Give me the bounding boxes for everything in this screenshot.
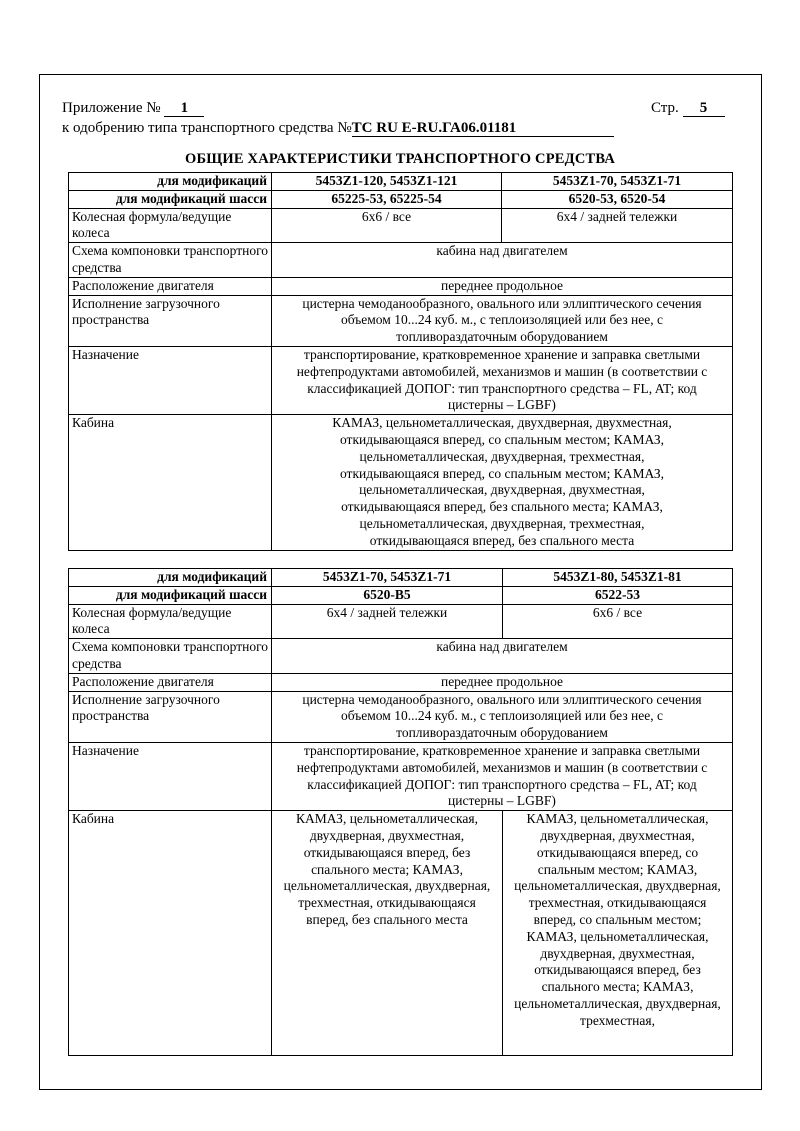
table-row (69, 295, 733, 346)
appendix-number: 1 (164, 101, 204, 117)
cabin-label: Кабина (69, 415, 272, 550)
layout-scheme-label: Схема компоновки транспортного средства (69, 639, 272, 674)
cargo-space-cell: цистерна чемоданообразного, овального или эллиптического сечения объемом 10...24 куб. м., с теплоизоляцией или без нее, с топливораздаточным оборудованием (272, 691, 733, 742)
chassis-label: для модификаций шасси (69, 586, 272, 604)
appendix-line (62, 100, 204, 117)
cargo-space-label: Исполнение загрузочного пространства (69, 691, 272, 742)
engine-location-label: Расположение двигателя (69, 673, 272, 691)
approval-number: ТС RU E-RU.ГА06.01181 (352, 121, 614, 137)
chassis-cell: 6522-53 (503, 586, 733, 604)
engine-location-cell: переднее продольное (272, 673, 733, 691)
layout-scheme-label: Схема компоновки транспортного средства (69, 243, 272, 278)
page-label: Стр. (651, 100, 679, 116)
table-row (69, 243, 733, 278)
purpose-label: Назначение (69, 346, 272, 414)
chassis-cell: 65225-53, 65225-54 (272, 190, 502, 208)
table-row (69, 208, 733, 243)
table-row (69, 346, 733, 414)
table-row (69, 173, 733, 191)
wheel-formula-cell: 6x6 / все (503, 604, 733, 639)
approval-label: к одобрению типа транспортного средства № (62, 120, 352, 136)
document-title: ОБЩИЕ ХАРАКТЕРИСТИКИ ТРАНСПОРТНОГО СРЕДСТВА (184, 151, 616, 167)
appendix-label: Приложение № (62, 100, 161, 116)
table-row (69, 673, 733, 691)
modification-cell: 5453Z1-120, 5453Z1-121 (272, 173, 502, 191)
table-row (69, 569, 733, 587)
chassis-cell: 6520-В5 (272, 586, 503, 604)
table-row (69, 586, 733, 604)
characteristics-table-2 (68, 568, 733, 1056)
characteristics-table-1 (68, 172, 733, 551)
wheel-formula-cell: 6x4 / задней тележки (272, 604, 503, 639)
table-row (69, 691, 733, 742)
cabin-cell: КАМАЗ, цельнометаллическая, двухдверная, двухместная, откидывающаяся вперед, без спального места; КАМАЗ, цельнометаллическая, двухдверная, трехместная, откидывающаяся вперед, без спального места (272, 811, 503, 1056)
wheel-formula-cell: 6x4 / задней тележки (502, 208, 733, 243)
modification-cell: 5453Z1-70, 5453Z1-71 (502, 173, 733, 191)
modification-cell: 5453Z1-70, 5453Z1-71 (272, 569, 503, 587)
table-row (69, 742, 733, 810)
wheel-formula-label: Колесная формула/ведущие колеса (69, 208, 272, 243)
wheel-formula-label: Колесная формула/ведущие колеса (69, 604, 272, 639)
cabin-cell: КАМАЗ, цельнометаллическая, двухдверная, двухместная, откидывающаяся вперед, со спальным местом; КАМАЗ, цельнометаллическая, двухдверная, трехместная, откидывающаяся вперед, со спальным местом; КАМАЗ, цельнометаллическая, двухдверная, двухместная, откидывающаяся вперед, без спального места; КАМАЗ, цельнометаллическая, двухдверная, трехместная, (503, 811, 733, 1056)
approval-line (62, 120, 614, 137)
modification-cell: 5453Z1-80, 5453Z1-81 (503, 569, 733, 587)
table-row (69, 604, 733, 639)
engine-location-cell: переднее продольное (272, 277, 733, 295)
cabin-label: Кабина (69, 811, 272, 1056)
layout-scheme-cell: кабина над двигателем (272, 243, 733, 278)
table-row (69, 811, 733, 1056)
table-row (69, 190, 733, 208)
page-number: 5 (683, 101, 725, 117)
wheel-formula-cell: 6x6 / все (272, 208, 502, 243)
modifications-label: для модификаций (69, 569, 272, 587)
purpose-cell: транспортирование, кратковременное хранение и заправка светлыми нефтепродуктами автомобилей, механизмов и машин (в соответствии с классификацией ДОПОГ: тип транспортного средства – FL, AT; код цистерны – LGBF) (272, 742, 733, 810)
cabin-cell: КАМАЗ, цельнометаллическая, двухдверная, двухместная, откидывающаяся вперед, со спальным местом; КАМАЗ, цельнометаллическая, двухдверная, трехместная, откидывающаяся вперед, со спальным местом; КАМАЗ, цельнометаллическая, двухдверная, двухместная, откидывающаяся вперед, без спального места; КАМАЗ, цельнометаллическая, двухдверная, трехместная, откидывающаяся вперед, без спального места (272, 415, 733, 550)
purpose-cell: транспортирование, кратковременное хранение и заправка светлыми нефтепродуктами автомобилей, механизмов и машин (в соответствии с классификацией ДОПОГ: тип транспортного средства – FL, AT; код цистерны – LGBF) (272, 346, 733, 414)
table-row (69, 277, 733, 295)
modifications-label: для модификаций (69, 173, 272, 191)
table-row (69, 639, 733, 674)
chassis-cell: 6520-53, 6520-54 (502, 190, 733, 208)
layout-scheme-cell: кабина над двигателем (272, 639, 733, 674)
cargo-space-cell: цистерна чемоданообразного, овального или эллиптического сечения объемом 10...24 куб. м., с теплоизоляцией или без нее, с топливораздаточным оборудованием (272, 295, 733, 346)
table-row (69, 415, 733, 550)
chassis-label: для модификаций шасси (69, 190, 272, 208)
cargo-space-label: Исполнение загрузочного пространства (69, 295, 272, 346)
page-number-line (651, 100, 725, 117)
purpose-label: Назначение (69, 742, 272, 810)
engine-location-label: Расположение двигателя (69, 277, 272, 295)
